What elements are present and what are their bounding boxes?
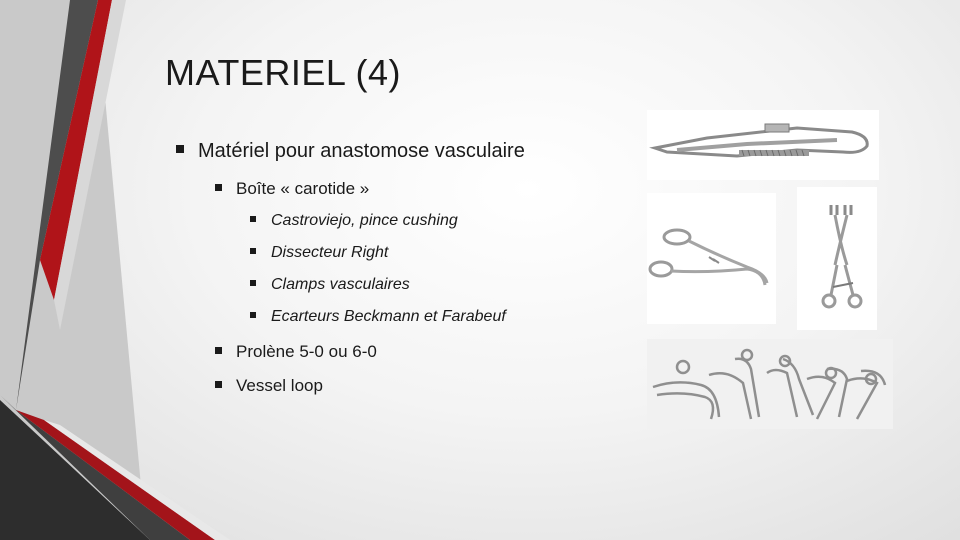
- square-bullet-icon: [250, 216, 256, 222]
- bullet-castroviejo-text: Castroviejo, pince cushing: [271, 212, 458, 229]
- square-bullet-icon: [250, 248, 256, 254]
- square-bullet-icon: [215, 347, 222, 354]
- slide-title: MATERIEL (4): [165, 52, 402, 93]
- square-bullet-icon: [215, 381, 222, 388]
- retractor-icon: [797, 187, 877, 330]
- bullet-boite-text: Boîte « carotide »: [236, 179, 370, 198]
- bullet-dissecteur-text: Dissecteur Right: [271, 244, 389, 261]
- right-angle-dissector-image: [647, 193, 776, 324]
- bullet-boite: [215, 179, 369, 199]
- bullet-clamps-text: Clamps vasculaires: [271, 276, 410, 293]
- right-angle-dissector-icon: [647, 193, 776, 324]
- square-bullet-icon: [250, 312, 256, 318]
- bullet-castroviejo: [250, 212, 458, 230]
- square-bullet-icon: [215, 184, 222, 191]
- vascular-clamps-icon: [647, 339, 893, 429]
- square-bullet-icon: [176, 145, 184, 153]
- bullet-ecarteurs-text: Ecarteurs Beckmann et Farabeuf: [271, 308, 506, 325]
- vascular-clamps-image: [647, 339, 893, 429]
- bullet-dissecteur: [250, 244, 388, 262]
- bullet-main: [176, 140, 525, 163]
- bullet-vessel: [215, 376, 323, 396]
- bullet-prolene: [215, 342, 377, 362]
- retractor-image: [797, 187, 877, 330]
- square-bullet-icon: [250, 280, 256, 286]
- bullet-prolene-text: Prolène 5-0 ou 6-0: [236, 342, 377, 361]
- bullet-vessel-text: Vessel loop: [236, 376, 323, 395]
- castroviejo-needle-holder-image: [647, 110, 879, 180]
- castroviejo-needle-holder-icon: [647, 110, 879, 180]
- bullet-clamps: [250, 276, 410, 294]
- bullet-ecarteurs: [250, 308, 506, 326]
- bullet-main-text: Matériel pour anastomose vasculaire: [198, 140, 525, 162]
